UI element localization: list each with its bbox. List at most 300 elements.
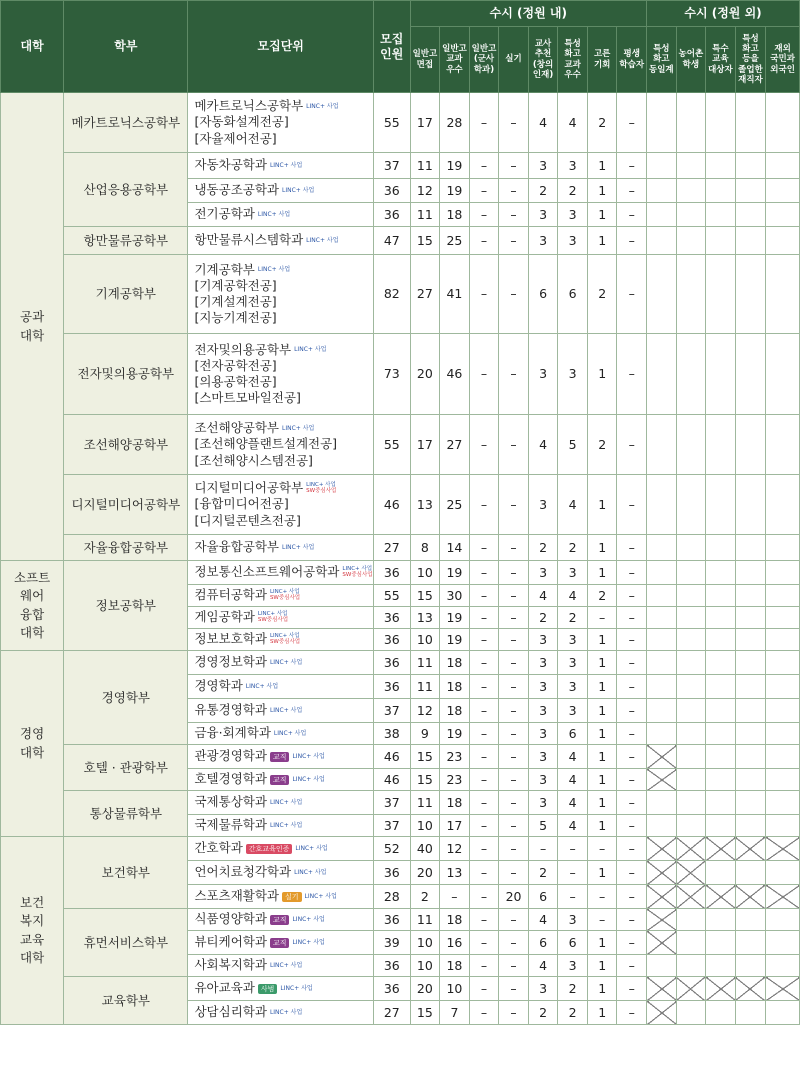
- count-cell: –: [587, 607, 617, 629]
- out-quota-cell: [706, 415, 736, 475]
- out-quota-cell: [735, 629, 766, 651]
- count-cell: 4: [558, 745, 588, 769]
- out-quota-cell: [647, 791, 677, 815]
- count-cell: –: [558, 885, 588, 909]
- count-cell: –: [617, 475, 647, 535]
- count-cell: 27: [440, 415, 470, 475]
- count-cell: –: [617, 153, 647, 179]
- header-group-out: 수시 (정원 외): [647, 1, 800, 27]
- count-cell: –: [499, 585, 529, 607]
- count-cell: –: [499, 334, 529, 415]
- unit-cell: [188, 93, 373, 153]
- unit-name: 디지털미디어공학부: [194, 480, 304, 496]
- out-quota-cell: [676, 955, 706, 977]
- count-cell: –: [469, 699, 499, 723]
- out-quota-cell: [735, 723, 766, 745]
- count-cell: –: [499, 977, 529, 1001]
- out-quota-cell: [735, 561, 766, 585]
- out-quota-cell: [706, 93, 736, 153]
- out-quota-cell: [706, 723, 736, 745]
- header-group-in: 수시 (정원 내): [410, 1, 646, 27]
- out-quota-cell: [706, 255, 736, 334]
- unit-cell: [188, 745, 373, 769]
- not-applicable-cell: [647, 977, 677, 1001]
- not-applicable-cell: [647, 837, 677, 861]
- count-cell: 1: [587, 931, 617, 955]
- unit-cell: [188, 334, 373, 415]
- unit-cell: [188, 791, 373, 815]
- unit-cell: [188, 769, 373, 791]
- unit-name: 정보통신소프트웨어공학과: [194, 564, 340, 580]
- teacher-tag: 교직: [270, 938, 290, 948]
- unit-cell: [188, 699, 373, 723]
- linc-badge: LINC+ 사업: [282, 424, 315, 432]
- dept-cell: 메카트로닉스공학부: [64, 93, 188, 153]
- count-cell: 15: [410, 227, 440, 255]
- out-quota-cell: [735, 475, 766, 535]
- out-quota-cell: [676, 675, 706, 699]
- out-quota-cell: [676, 651, 706, 675]
- unit-cell: [188, 955, 373, 977]
- count-cell: –: [558, 861, 588, 885]
- out-quota-cell: [647, 699, 677, 723]
- count-cell: 1: [587, 334, 617, 415]
- linc-badge: LINC+ 사업: [269, 161, 303, 169]
- out-quota-cell: [647, 153, 677, 179]
- out-quota-cell: [647, 585, 677, 607]
- count-cell: 18: [440, 955, 470, 977]
- count-cell: 11: [410, 153, 440, 179]
- count-cell: 3: [528, 699, 558, 723]
- out-quota-cell: [647, 651, 677, 675]
- unit-major: [의용공학전공]: [194, 374, 277, 389]
- linc-badge: LINC+ 사업: [273, 729, 307, 737]
- unit-major: [조선해양플랜트설계전공]: [194, 436, 338, 452]
- count-cell: 13: [440, 861, 470, 885]
- count-cell: –: [617, 561, 647, 585]
- out-quota-cell: [706, 1001, 736, 1025]
- program-badge: LINC+ 사업 SW중심사업: [269, 633, 301, 645]
- unit-cell: [188, 815, 373, 837]
- quota-cell: 55: [373, 93, 410, 153]
- count-cell: 1: [587, 561, 617, 585]
- quota-cell: 82: [373, 255, 410, 334]
- table-row: [1, 153, 800, 179]
- count-cell: 3: [528, 769, 558, 791]
- out-quota-cell: [676, 415, 706, 475]
- count-cell: –: [469, 651, 499, 675]
- unit-name: 컴퓨터공학과: [194, 587, 267, 603]
- not-applicable-cell: [766, 977, 800, 1001]
- count-cell: 20: [410, 334, 440, 415]
- linc-badge: LINC+ 사업: [295, 844, 328, 852]
- out-quota-cell: [766, 153, 800, 179]
- count-cell: 1: [587, 861, 617, 885]
- linc-badge: LINC+ 사업: [294, 868, 327, 876]
- count-cell: –: [440, 885, 470, 909]
- count-cell: 1: [587, 475, 617, 535]
- count-cell: 15: [410, 745, 440, 769]
- linc-badge: LINC+ 사업: [269, 1008, 303, 1016]
- out-quota-cell: [647, 475, 677, 535]
- out-quota-cell: [766, 955, 800, 977]
- unit-cell: [188, 977, 373, 1001]
- count-cell: 1: [587, 179, 617, 203]
- not-applicable-cell: [735, 885, 766, 909]
- not-applicable-cell: [647, 745, 677, 769]
- count-cell: –: [499, 651, 529, 675]
- out-quota-cell: [706, 699, 736, 723]
- count-cell: –: [617, 769, 647, 791]
- not-applicable-cell: [706, 885, 736, 909]
- linc-badge: LINC+ 사업: [304, 892, 337, 900]
- linc-badge: LINC+ 사업: [294, 346, 327, 354]
- out-quota-cell: [766, 585, 800, 607]
- college-cell: 공과 대학: [1, 93, 64, 561]
- not-applicable-cell: [706, 837, 736, 861]
- count-cell: –: [469, 861, 499, 885]
- count-cell: 9: [410, 723, 440, 745]
- count-cell: 1: [587, 745, 617, 769]
- out-quota-cell: [706, 475, 736, 535]
- out-quota-cell: [676, 535, 706, 561]
- out-quota-cell: [766, 415, 800, 475]
- count-cell: –: [617, 585, 647, 607]
- quota-cell: 52: [373, 837, 410, 861]
- count-cell: 12: [440, 837, 470, 861]
- count-cell: –: [499, 475, 529, 535]
- unit-major: [조선해양시스템전공]: [194, 452, 313, 468]
- out-col-3: 특수 교육 대상자: [706, 27, 736, 93]
- out-quota-cell: [735, 651, 766, 675]
- count-cell: 2: [587, 415, 617, 475]
- count-cell: –: [617, 955, 647, 977]
- out-quota-cell: [766, 769, 800, 791]
- count-cell: 3: [558, 699, 588, 723]
- count-cell: 2: [587, 255, 617, 334]
- count-cell: 4: [558, 93, 588, 153]
- out-quota-cell: [706, 791, 736, 815]
- linc-badge: LINC+ 사업: [292, 752, 325, 760]
- out-quota-cell: [647, 723, 677, 745]
- out-quota-cell: [706, 769, 736, 791]
- count-cell: 1: [587, 629, 617, 651]
- out-quota-cell: [647, 535, 677, 561]
- unit-name: 조선해양공학부: [194, 420, 280, 436]
- count-cell: 2: [587, 93, 617, 153]
- table-row: [1, 255, 800, 334]
- out-quota-cell: [735, 699, 766, 723]
- count-cell: 3: [528, 153, 558, 179]
- quota-cell: 36: [373, 607, 410, 629]
- dept-cell: 정보공학부: [64, 561, 188, 651]
- count-cell: 10: [410, 931, 440, 955]
- count-cell: 20: [499, 885, 529, 909]
- quota-cell: 73: [373, 334, 410, 415]
- out-quota-cell: [676, 93, 706, 153]
- out-quota-cell: [735, 861, 766, 885]
- teacher-tag: 교직: [270, 752, 290, 762]
- header-college: 대학: [1, 1, 64, 93]
- count-cell: 2: [528, 861, 558, 885]
- table-row: [1, 745, 800, 769]
- count-cell: –: [499, 699, 529, 723]
- count-cell: –: [617, 815, 647, 837]
- count-cell: –: [617, 415, 647, 475]
- count-cell: 18: [440, 909, 470, 931]
- count-cell: 4: [558, 475, 588, 535]
- unit-name: 게임공학과: [194, 609, 255, 625]
- linc-badge: LINC+ 사업: [282, 543, 315, 551]
- count-cell: 10: [410, 561, 440, 585]
- linc-badge: LINC+ 사업: [245, 682, 279, 690]
- dept-cell: 자율융합공학부: [64, 535, 188, 561]
- unit-cell: [188, 1001, 373, 1025]
- program-badge: LINC+ 사업 SW중심사업: [306, 482, 337, 494]
- quota-cell: 36: [373, 629, 410, 651]
- count-cell: 3: [528, 723, 558, 745]
- out-quota-cell: [766, 203, 800, 227]
- dept-cell: 호텔 · 관광학부: [64, 745, 188, 791]
- count-cell: 1: [587, 1001, 617, 1025]
- count-cell: 3: [528, 745, 558, 769]
- out-quota-cell: [706, 561, 736, 585]
- dept-cell: 디지털미디어공학부: [64, 475, 188, 535]
- out-quota-cell: [676, 815, 706, 837]
- out-quota-cell: [706, 153, 736, 179]
- out-col-2: 농어촌 학생: [676, 27, 706, 93]
- linc-badge: LINC+ 사업: [306, 236, 339, 244]
- not-applicable-cell: [706, 977, 736, 1001]
- out-quota-cell: [735, 791, 766, 815]
- count-cell: –: [558, 837, 588, 861]
- unit-cell: [188, 629, 373, 651]
- out-quota-cell: [676, 723, 706, 745]
- count-cell: –: [617, 203, 647, 227]
- out-quota-cell: [676, 629, 706, 651]
- table-row: [1, 977, 800, 1001]
- out-quota-cell: [735, 931, 766, 955]
- in-col-7: 고른 기회: [587, 27, 617, 93]
- out-quota-cell: [766, 535, 800, 561]
- count-cell: 1: [587, 769, 617, 791]
- count-cell: –: [499, 415, 529, 475]
- count-cell: 14: [440, 535, 470, 561]
- out-quota-cell: [735, 1001, 766, 1025]
- count-cell: –: [499, 769, 529, 791]
- out-quota-cell: [766, 651, 800, 675]
- unit-name: 전기공학과: [194, 206, 255, 222]
- count-cell: –: [469, 535, 499, 561]
- unit-major: [자동화설계전공]: [194, 114, 289, 130]
- quota-cell: 28: [373, 885, 410, 909]
- out-col-5: 재외 국민과 외국인: [766, 27, 800, 93]
- out-quota-cell: [676, 1001, 706, 1025]
- count-cell: 1: [587, 535, 617, 561]
- count-cell: 2: [528, 535, 558, 561]
- count-cell: 3: [528, 227, 558, 255]
- out-col-4: 특성 화고 등을 졸업한 재직자: [735, 27, 766, 93]
- count-cell: 40: [410, 837, 440, 861]
- count-cell: 10: [440, 977, 470, 1001]
- count-cell: –: [528, 837, 558, 861]
- count-cell: 12: [410, 699, 440, 723]
- header-unit: 모집단위: [188, 1, 373, 93]
- unit-name: 경영정보학과: [194, 654, 267, 670]
- count-cell: –: [469, 837, 499, 861]
- out-quota-cell: [676, 334, 706, 415]
- count-cell: –: [469, 815, 499, 837]
- count-cell: 19: [440, 607, 470, 629]
- out-quota-cell: [676, 153, 706, 179]
- out-quota-cell: [766, 909, 800, 931]
- count-cell: 4: [558, 791, 588, 815]
- unit-name: 식품영양학과: [194, 911, 267, 927]
- count-cell: –: [617, 909, 647, 931]
- unit-name: 자동차공학과: [194, 157, 267, 173]
- program-badge: LINC+ 사업 SW중심사업: [257, 611, 289, 623]
- table-row: [1, 651, 800, 675]
- count-cell: 3: [558, 561, 588, 585]
- out-quota-cell: [706, 535, 736, 561]
- count-cell: 19: [440, 179, 470, 203]
- unit-name: 유아교육과: [194, 980, 255, 996]
- out-quota-cell: [706, 334, 736, 415]
- count-cell: 13: [410, 607, 440, 629]
- count-cell: 2: [558, 179, 588, 203]
- unit-name: 국제물류학과: [194, 817, 267, 833]
- not-applicable-cell: [676, 837, 706, 861]
- out-quota-cell: [735, 153, 766, 179]
- count-cell: –: [469, 769, 499, 791]
- table-row: [1, 227, 800, 255]
- out-quota-cell: [706, 861, 736, 885]
- count-cell: –: [587, 909, 617, 931]
- unit-major: [디지털콘텐츠전공]: [194, 512, 301, 528]
- unit-major: [지능기계전공]: [194, 310, 277, 326]
- count-cell: 15: [410, 769, 440, 791]
- unit-name: 정보보호학과: [194, 631, 267, 647]
- count-cell: –: [469, 909, 499, 931]
- unit-name: 호텔경영학과: [194, 771, 267, 787]
- unit-major: [기계공학전공]: [194, 277, 277, 293]
- out-quota-cell: [735, 955, 766, 977]
- unit-name: 상담심리학과: [194, 1004, 267, 1020]
- program-badge: LINC+ 사업 SW중심사업: [342, 566, 373, 578]
- linc-badge: LINC+ 사업: [292, 775, 325, 783]
- out-quota-cell: [766, 629, 800, 651]
- count-cell: 1: [587, 977, 617, 1001]
- count-cell: –: [469, 255, 499, 334]
- count-cell: 1: [587, 153, 617, 179]
- count-cell: –: [469, 179, 499, 203]
- unit-cell: [188, 651, 373, 675]
- count-cell: 1: [587, 723, 617, 745]
- linc-badge: LINC+ 사업: [269, 961, 303, 969]
- count-cell: –: [469, 561, 499, 585]
- not-applicable-cell: [735, 837, 766, 861]
- out-quota-cell: [735, 815, 766, 837]
- unit-name: 전자및의용공학부: [194, 341, 292, 357]
- out-quota-cell: [706, 909, 736, 931]
- dept-cell: 휴먼서비스학부: [64, 909, 188, 977]
- count-cell: 4: [558, 585, 588, 607]
- table-row: [1, 561, 800, 585]
- count-cell: 11: [410, 203, 440, 227]
- count-cell: 1: [587, 699, 617, 723]
- count-cell: 15: [410, 585, 440, 607]
- not-applicable-cell: [676, 885, 706, 909]
- unit-major: [융합미디어전공]: [194, 496, 289, 512]
- count-cell: 17: [440, 815, 470, 837]
- out-quota-cell: [706, 955, 736, 977]
- quota-cell: 46: [373, 475, 410, 535]
- out-quota-cell: [676, 561, 706, 585]
- count-cell: –: [469, 334, 499, 415]
- quota-cell: 36: [373, 203, 410, 227]
- unit-cell: [188, 415, 373, 475]
- count-cell: –: [617, 861, 647, 885]
- out-col-1: 특성 화고 동일계: [647, 27, 677, 93]
- count-cell: 19: [440, 561, 470, 585]
- count-cell: 3: [528, 475, 558, 535]
- unit-name: 항만물류시스템학과: [194, 232, 304, 248]
- count-cell: 23: [440, 745, 470, 769]
- out-quota-cell: [647, 607, 677, 629]
- count-cell: 18: [440, 699, 470, 723]
- count-cell: 3: [558, 955, 588, 977]
- count-cell: 2: [558, 1001, 588, 1025]
- count-cell: 3: [528, 791, 558, 815]
- out-quota-cell: [676, 745, 706, 769]
- out-quota-cell: [766, 699, 800, 723]
- count-cell: –: [469, 585, 499, 607]
- unit-cell: [188, 885, 373, 909]
- count-cell: 18: [440, 651, 470, 675]
- out-quota-cell: [647, 255, 677, 334]
- count-cell: 1: [587, 651, 617, 675]
- count-cell: –: [617, 607, 647, 629]
- count-cell: 4: [528, 585, 558, 607]
- count-cell: 1: [587, 203, 617, 227]
- linc-badge: LINC+ 사업: [269, 658, 303, 666]
- count-cell: 6: [528, 255, 558, 334]
- count-cell: 6: [528, 931, 558, 955]
- out-quota-cell: [706, 585, 736, 607]
- quota-cell: 46: [373, 769, 410, 791]
- header-dept: 학부: [64, 1, 188, 93]
- table-row: [1, 909, 800, 931]
- dept-cell: 교육학부: [64, 977, 188, 1025]
- in-col-3: 일반고 (군사 학과): [469, 27, 499, 93]
- count-cell: –: [469, 203, 499, 227]
- out-quota-cell: [676, 607, 706, 629]
- count-cell: –: [499, 1001, 529, 1025]
- unit-name: 사회복지학과: [194, 957, 267, 973]
- out-quota-cell: [676, 931, 706, 955]
- in-col-4: 실기: [499, 27, 529, 93]
- quota-cell: 27: [373, 535, 410, 561]
- linc-badge: LINC+ 사업: [257, 210, 291, 218]
- count-cell: 1: [587, 227, 617, 255]
- count-cell: –: [499, 153, 529, 179]
- dept-cell: 보건학부: [64, 837, 188, 909]
- table-row: [1, 535, 800, 561]
- count-cell: 19: [440, 153, 470, 179]
- count-cell: 3: [558, 629, 588, 651]
- count-cell: 3: [528, 651, 558, 675]
- linc-badge: LINC+ 사업: [269, 821, 303, 829]
